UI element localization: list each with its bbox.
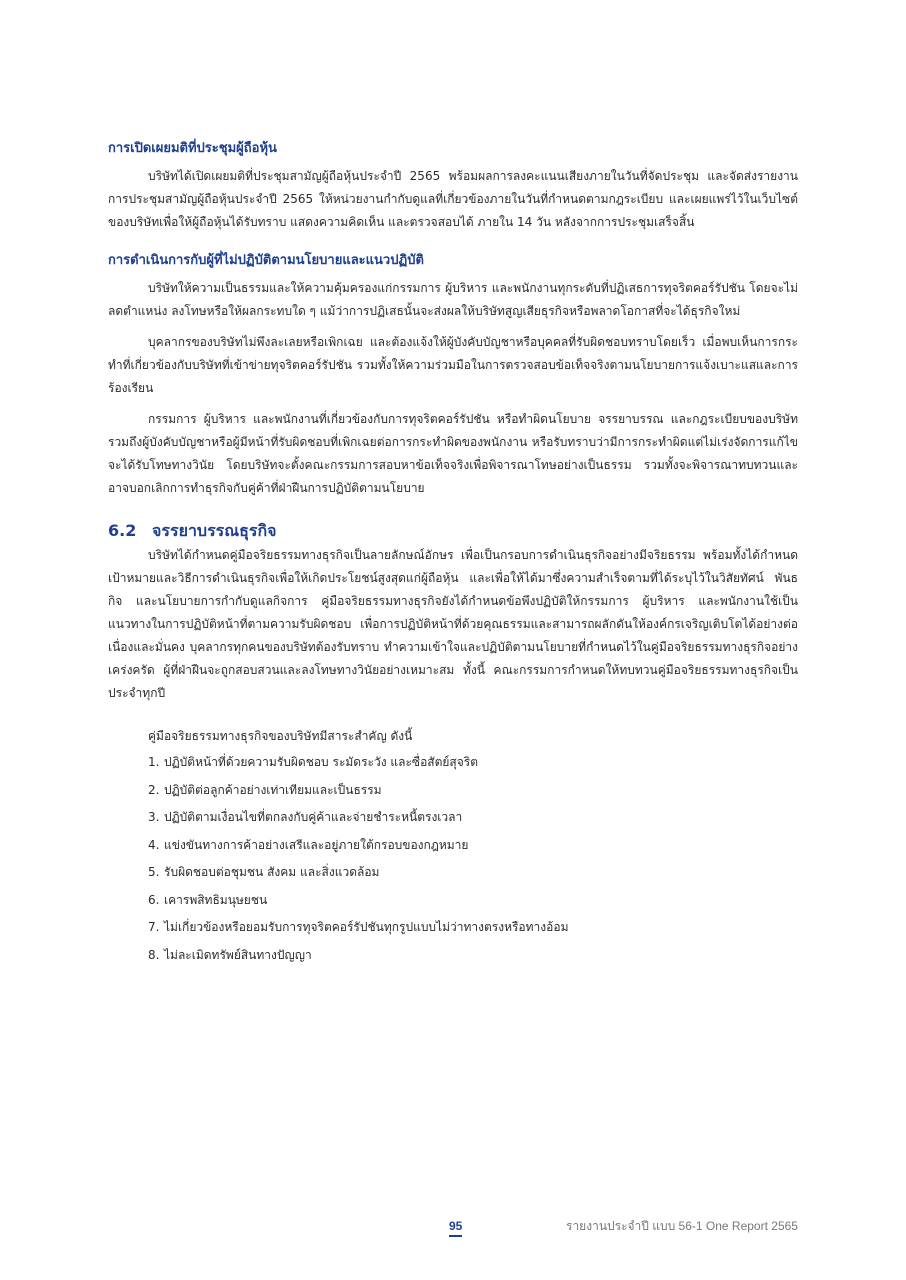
item-number: 1. <box>148 755 160 769</box>
item-number: 7. <box>148 920 160 934</box>
list-item <box>148 804 798 832</box>
section-number: 6.2 <box>108 521 137 540</box>
list-item <box>148 832 798 860</box>
item-text: รับผิดชอบต่อชุมชน สังคม และสิ่งแวดล้อม <box>164 865 380 879</box>
item-text: ไม่ละเมิดทรัพย์สินทางปัญญา <box>164 947 312 962</box>
section-title: การเปิดเผยมติที่ประชุมผู้ถือหุ้น <box>108 141 277 156</box>
section-ethics <box>108 520 798 969</box>
section-non-compliance <box>108 252 798 500</box>
list-item <box>148 914 798 942</box>
paragraph: บุคลากรของบริษัทไม่พึงละเลยหรือเพิกเฉย และต้องแจ้งให้ผู้บังคับบัญชาหรือบุคคลที่รับผิดชอบทราบโดยเร็ว เมื่อพบเห็นการกระทำที่เกี่ยวข้องกับบริษัทที่เข้าข่ายทุจริตคอร์รัปชัน รวมทั้งให้ความร่วมมือในการตรวจสอบข้อเท็จจริงตามนโยบายการแจ้งเบาะแสและการร้องเรียน <box>108 335 798 395</box>
item-text: แข่งขันทางการค้าอย่างเสรีและอยู่ภายใต้กรอบของกฎหมาย <box>164 837 469 852</box>
item-number: 3. <box>148 810 160 824</box>
list-item <box>148 887 798 915</box>
page-number: 95 <box>449 1219 462 1237</box>
paragraph: บริษัทได้กำหนดคู่มือจริยธรรมทางธุรกิจเป็นลายลักษณ์อักษร เพื่อเป็นกรอบการดำเนินธุรกิจอย่างมีจริยธรรม พร้อมทั้งได้กำหนดเป้าหมายและวิธีการดำเนินธุรกิจเพื่อให้เกิดประโยชน์สูงสุดแก่ผู้ถือหุ้น และเพื่อให้ได้มาซึ่งความสำเร็จตามที่ได้ระบุไว้ในวิสัยทัศน์ พันธกิจ และนโยบายการกำกับดูแลกิจการ คู่มือจริยธรรมทางธุรกิจยังได้กำหนดข้อพึงปฏิบัติให้กรรมการ ผู้บริหาร และพนักงานใช้เป็นแนวทางในการปฏิบัติหน้าที่ตามความรับผิดชอบ เพื่อการปฏิบัติหน้าที่ด้วยคุณธรรมและสามารถผลักดันให้องค์กรเจริญเติบโตได้อย่างต่อเนื่องและมั่นคง บุคลากรทุกคนของบริษัทต้องรับทราบ ทำความเข้าใจและปฏิบัติตามนโยบายที่กำหนดไว้ในคู่มือจริยธรรมทางธุรกิจอย่างเคร่งครัด ผู้ที่ฝ่าฝืนจะถูกสอบสวนและลงโทษทางวินัยอย่างเหมาะสม ทั้งนี้ คณะกรรมการกำหนดให้ทบทวนคู่มือจริยธรรมทางธุรกิจเป็นประจำทุกปี <box>108 548 798 700</box>
item-text: เคารพสิทธิมนุษยชน <box>164 892 268 907</box>
section-title: การดำเนินการกับผู้ที่ไม่ปฏิบัติตามนโยบายและแนวปฏิบัติ <box>108 253 424 268</box>
ethics-list <box>148 749 798 969</box>
item-number: 4. <box>148 837 160 852</box>
page-footer <box>0 1219 906 1239</box>
section-title: จรรยาบรรณธุรกิจ <box>152 521 277 540</box>
list-item <box>148 777 798 805</box>
item-number: 6. <box>148 892 160 907</box>
section-heading <box>108 520 798 542</box>
item-text: ปฏิบัติตามเงื่อนไขที่ตกลงกับคู่ค้าและจ่ายชำระหนี้ตรงเวลา <box>164 810 463 824</box>
list-item <box>148 942 798 970</box>
item-number: 2. <box>148 782 160 797</box>
item-number: 5. <box>148 865 160 879</box>
page-content <box>108 140 798 969</box>
list-item <box>148 749 798 777</box>
list-item <box>148 859 798 887</box>
section-disclosure <box>108 140 798 234</box>
item-number: 8. <box>148 947 160 962</box>
paragraph: กรรมการ ผู้บริหาร และพนักงานที่เกี่ยวข้องกับการทุจริตคอร์รัปชัน หรือทำผิดนโยบาย จรรยาบรรณ และกฎระเบียบของบริษัท รวมถึงผู้บังคับบัญชาหรือผู้มีหน้าที่รับผิดชอบที่เพิกเฉยต่อการกระทำผิดของพนักงาน หรือรับทราบว่ามีการกระทำผิดแต่ไม่เร่งจัดการแก้ไขจะได้รับโทษทางวินัย โดยบริษัทจะตั้งคณะกรรมการสอบหาข้อเท็จจริงเพื่อพิจารณาโทษอย่างเป็นธรรม รวมทั้งจะพิจารณาทบทวนและอาจบอกเลิกการทำธุรกิจกับคู่ค้าที่ฝ่าฝืนการปฏิบัติตามนโยบาย <box>108 412 798 495</box>
item-text: ไม่เกี่ยวข้องหรือยอมรับการทุจริตคอร์รัปชันทุกรูปแบบไม่ว่าทางตรงหรือทางอ้อม <box>164 920 569 934</box>
report-name: รายงานประจำปี แบบ 56-1 One Report 2565 <box>566 1219 798 1233</box>
paragraph: บริษัทได้เปิดเผยมติที่ประชุมสามัญผู้ถือหุ้นประจำปี 2565 พร้อมผลการลงคะแนนเสียงภายในวันที่จัดประชุม และจัดส่งรายงานการประชุมสามัญผู้ถือหุ้นประจำปี 2565 ให้หน่วยงานกำกับดูแลที่เกี่ยวข้องภายในวันที่กำหนดตามกฎระเบียบ และเผยแพร่ไว้ในเว็บไซต์ของบริษัทเพื่อให้ผู้ถือหุ้นได้รับทราบ แสดงความคิดเห็น และตรวจสอบได้ ภายใน 14 วัน หลังจากการประชุมเสร็จสิ้น <box>108 169 798 229</box>
list-intro: คู่มือจริยธรรมทางธุรกิจของบริษัทมีสาระสำคัญ ดังนี้ <box>148 729 413 743</box>
paragraph: บริษัทให้ความเป็นธรรมและให้ความคุ้มครองแก่กรรมการ ผู้บริหาร และพนักงานทุกระดับที่ปฏิเสธการทุจริตคอร์รัปชัน โดยจะไม่ลดตำแหน่ง ลงโทษหรือให้ผลกระทบใด ๆ แม้ว่าการปฏิเสธนั้นจะส่งผลให้บริษัทสูญเสียธุรกิจหรือพลาดโอกาสที่จะได้ธุรกิจใหม่ <box>108 281 798 318</box>
item-text: ปฏิบัติต่อลูกค้าอย่างเท่าเทียมและเป็นธรรม <box>164 782 382 797</box>
item-text: ปฏิบัติหน้าที่ด้วยความรับผิดชอบ ระมัดระวัง และซื่อสัตย์สุจริต <box>164 755 479 769</box>
